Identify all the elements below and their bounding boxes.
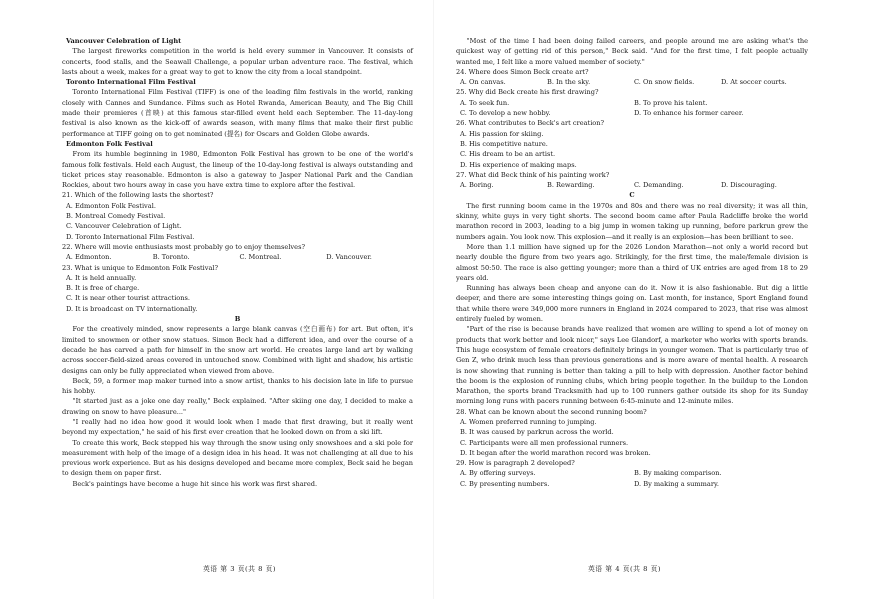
passage-c-paragraph-3: Running has always been cheap and anyone can do it. Now it is also fashionable. But dig a little deeper, and there are some interesting things going on. Last month, for instance, Sport England found that while there were 349,000 more runners in England in 2024 compared to 2023, that rise was almost entirely fueled by women. [456, 284, 808, 324]
passage-b-paragraph-1: For the creatively minded, snow represents a large blank canvas (空白画布) for art. But often, it's limited to snowmen or other snow statues. Simon Beck had a different idea, and over the course of a decade he has carved a path for himself in the snow art world. He creates large land art by walking across soccer-field-sized areas covered in untouched snow. Combined with light and shadow, his artistic designs can only be fully appreciated when viewed from above. [62, 325, 413, 375]
question-25: 25. Why did Beck create his first drawing? [456, 88, 599, 97]
q25-option-d: D. To enhance his former career. [634, 109, 744, 118]
q24-option-b: B. In the sky. [547, 78, 591, 87]
question-22: 22. Where will movie enthusiasts most probably go to enjoy themselves? [62, 242, 305, 251]
passage-b-paragraph-6: Beck's paintings have become a huge hit since his work was first shared. [72, 479, 318, 488]
q26-option-d: D. His experience of making maps. [460, 160, 577, 169]
question-21: 21. Which of the following lasts the shortest? [62, 191, 214, 200]
q24-options [460, 77, 808, 87]
q25-option-a: A. To seek fun. [460, 98, 510, 107]
q25-options [460, 98, 808, 119]
q24-option-a: A. On canvas. [460, 78, 506, 87]
q27-option-b: B. Rewarding. [547, 181, 595, 190]
q21-option-b: B. Montreal Comedy Festival. [66, 212, 166, 221]
passage-c-paragraph-2: More than 1.1 million have signed up for the 2026 London Marathon—not only a world record but nearly double the figure from two years ago. Strikingly, for the first time, the male/female division is almost 50:50. The race is also getting younger; more than a third of UK entries are aged from 18 to 29 years old. [456, 242, 808, 282]
q28-option-a: A. Women preferred running to jumping. [460, 417, 597, 426]
q27-option-c: C. Demanding. [634, 181, 684, 190]
q21-option-c: C. Vancouver Celebration of Light. [66, 222, 182, 231]
passage-c-paragraph-4: "Part of the rise is because brands have realized that women are willing to spend a lot of money on products that work better and look nicer," says Lee Glandorf, a marketer who works with sports brands. This huge ecosystem of female creators definitely brings in younger women. That is particularly true of Gen Z, who drink much less than previous generations and is more aware of mental health. A research is now showing that running is better than taking a pill to help with depression. Another factor behind the boom is the explosion of running clubs, which bring people together. In the buildup to the London Marathon, the sports brand Tracksmith had up to 100 runners gather outside its shop for its Sunday morning long runs with pacers running between 6:45-minute and 12-minute miles. [456, 325, 808, 406]
passage-b-paragraph-5: To create this work, Beck stepped his way through the snow using only snowshoes and a ski pole for measurement with help of the image of a design idea in his head. It was not challenging at all due to his previous work experience. But as his designs developed and became more complex, Beck said he began to design them on paper first. [62, 438, 413, 478]
passage-a-paragraph-edmonton: From its humble beginning in 1980, Edmonton Folk Festival has grown to be one of the world's famous folk festivals. Held each August, the lineup of the 10-day-long festival is always outstanding and ticket prices stay reasonable. Edmonton is also a gateway to Jasper National Park and the Candian Rockies, about two hours away in case you have extra time to explore after the festival. [62, 150, 413, 190]
q26-option-b: B. His competitive nature. [460, 139, 548, 148]
q26-option-c: C. His dream to be an artist. [460, 150, 556, 159]
right-page-column [456, 36, 808, 489]
q24-option-c: C. On snow fields. [634, 78, 695, 87]
q29-option-b: B. By making comparison. [634, 469, 722, 478]
left-page-footer: 英语 第 3 页(共 8 页) [203, 565, 277, 573]
q29-options [460, 468, 808, 489]
q27-options [460, 180, 808, 190]
question-23: 23. What is unique to Edmonton Folk Festival? [62, 263, 219, 272]
section-b-label: B [234, 315, 241, 324]
passage-b-paragraph-3: "It started just as a joke one day really," Beck explained. "After skiing one day, I decided to make a drawing on snow to have pleasure..." [62, 397, 413, 416]
q22-option-b: B. Toronto. [152, 253, 190, 262]
passage-a-heading-edmonton: Edmonton Folk Festival [65, 139, 153, 148]
passage-a-paragraph-toronto: Toronto International Film Festival (TIFF) is one of the leading film festivals in the world, ranking closely with Cannes and Sundance. Films such as Hotel Rwanda, American Beauty, and The Big Chill made their premieres (首映) at this famous star-filled event held each September. The 11-day-long festival is also known as the kick-off of awards season, with many films that make their first public performance at TIFF going on to get nominated (提名) for Oscars and Golden Globe awards. [62, 88, 413, 138]
q29-option-a: A. By offering surveys. [460, 469, 536, 478]
q28-option-c: C. Participants were all men professional runners. [460, 438, 629, 447]
q22-options [66, 252, 413, 262]
section-c-label: C [629, 191, 635, 200]
q26-option-a: A. His passion for skiing. [460, 129, 544, 138]
question-27: 27. What did Beck think of his painting work? [456, 170, 610, 179]
q23-option-d: D. It is broadcast on TV internationally. [66, 304, 198, 313]
question-26: 26. What contributes to Beck's art creation? [456, 119, 605, 128]
q22-option-a: A. Edmonton. [66, 253, 112, 262]
q21-option-d: D. Toronto International Film Festival. [66, 232, 195, 241]
q27-option-a: A. Boring. [460, 181, 494, 190]
q25-option-c: C. To develop a new hobby. [460, 109, 551, 118]
q28-option-d: D. It began after the world marathon record was broken. [460, 448, 651, 457]
q22-option-c: C. Montreal. [239, 253, 282, 262]
passage-b-paragraph-2: Beck, 59, a former map maker turned into a snow artist, thanks to his decision late in life to pursue his hobby. [62, 376, 413, 396]
q23-option-b: B. It is free of charge. [66, 284, 140, 293]
question-29: 29. How is paragraph 2 developed? [456, 459, 575, 468]
passage-c-paragraph-1: The first running boom came in the 1970s and 80s and there was no real diversity; it was all thin, skinny, white guys in very tight shorts. The second boom came after Paula Radcliffe broke the world marathon record in 2003, leading to a big jump in women taking up running, before parkrun grew the numbers again. You look now. This explosion—and it really is an explosion—has been brilliant to see. [456, 201, 808, 241]
q25-option-b: B. To prove his talent. [634, 98, 708, 107]
left-page-column [62, 36, 413, 489]
passage-a-paragraph-vancouver: The largest fireworks competition in the world is held every summer in Vancouver. It consists of concerts, food stalls, and the Seawall Challenge, a popular urban adventure race. The festival, which lasts about a week, makes for a great way to get to know the city from a local standpoint. [62, 47, 413, 76]
q23-option-a: A. It is held annually. [66, 273, 137, 282]
q21-option-a: A. Edmonton Folk Festival. [66, 201, 156, 210]
page-gutter [433, 0, 434, 599]
q27-option-d: D. Discouraging. [721, 181, 777, 190]
question-28: 28. What can be known about the second running boom? [456, 407, 647, 416]
passage-a-heading-toronto: Toronto International Film Festival [65, 78, 196, 87]
q29-option-d: D. By making a summary. [634, 479, 719, 488]
q29-option-c: C. By presenting numbers. [460, 479, 550, 488]
q24-option-d: D. At soccer courts. [721, 78, 787, 87]
q28-option-b: B. It was caused by parkrun across the world. [460, 428, 614, 437]
passage-a-heading-vancouver: Vancouver Celebration of Light [65, 37, 182, 45]
passage-b-paragraph-4: "I really had no idea how good it would look when I made that first drawing, but it really went beyond my expectation," he said of his first ever creation that he looked down on from a ski lift. [62, 417, 413, 437]
question-24: 24. Where does Simon Beck create art? [456, 67, 589, 76]
q23-option-c: C. It is near other tourist attractions. [66, 294, 191, 303]
q22-option-d: D. Vancouver. [326, 253, 372, 262]
passage-b-paragraph-7: "Most of the time I had been doing failed careers, and people around me are asking what's the quickest way of getting rid of this person," Beck said. "And for the first time, I felt people actually wanted me, I felt like a more valued member of society." [456, 37, 808, 66]
right-page-footer: 英语 第 4 页(共 8 页) [588, 565, 662, 573]
